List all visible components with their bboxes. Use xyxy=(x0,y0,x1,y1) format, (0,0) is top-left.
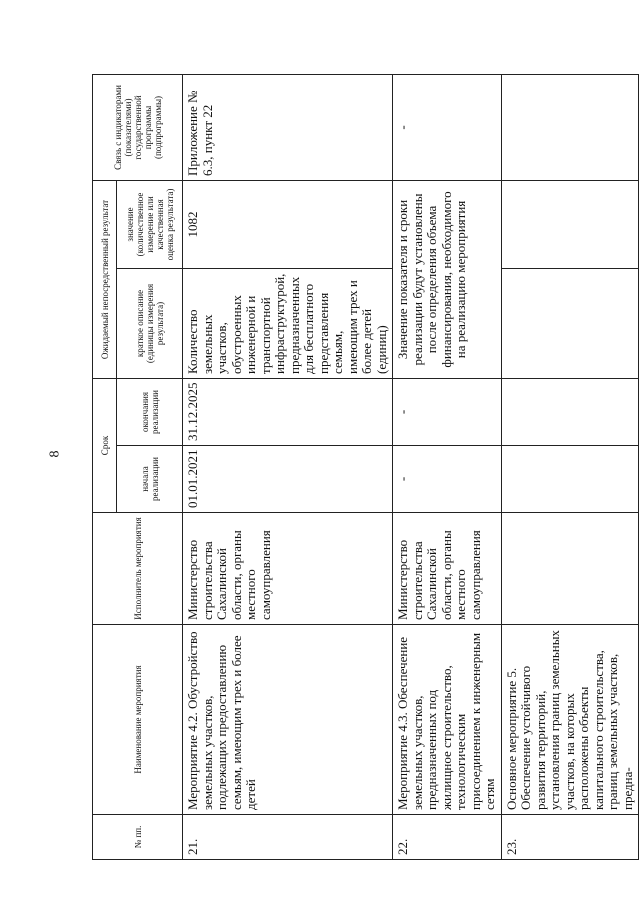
row-result-desc xyxy=(501,268,639,378)
row-executor: Министерство строительства Сахалинской области, органы местного самоуправления xyxy=(183,513,393,625)
row-name: Мероприятие 4.2. Обустройство земельных участков, подлежащих предоставлению семьям, имеющим трех и более детей xyxy=(183,625,393,815)
row-number: 22. xyxy=(393,815,502,860)
table-row xyxy=(183,74,393,859)
row-result-merged: Значение показателя и сроки реализации будут установлены после определения объема финансирования, необходимого на реализацию мероприятия xyxy=(393,180,502,378)
rotated-page xyxy=(92,75,635,860)
header-link: Связь с индикаторами (показателями) государственной программы (подпрограммы) xyxy=(93,74,183,180)
header-term-end: окончания реализации xyxy=(117,378,183,445)
row-end: - xyxy=(393,378,502,445)
row-executor: Министерство строительства Сахалинской области, органы местного самоуправления xyxy=(393,513,502,625)
header-no: № пп. xyxy=(93,815,183,860)
row-link: - xyxy=(393,74,502,180)
header-name: Наименование мероприятия xyxy=(93,625,183,815)
row-link xyxy=(501,74,639,180)
header-term-start: начала реализации xyxy=(117,446,183,513)
header-result-value: значение (количественное измерение или качественная оценка результата) xyxy=(117,180,183,268)
row-result-value: 1082 xyxy=(183,180,393,268)
row-end: 31.12.2025 xyxy=(183,378,393,445)
row-name: Основное мероприятие 5. Обеспечение устойчивого развития территорий, установления границ земельных участков, на которых расположены объекты капитального строительства, границ земельных участков, предна- xyxy=(501,625,639,815)
header-executor: Исполнитель мероприятия xyxy=(93,513,183,625)
table-row xyxy=(501,74,639,859)
row-number: 21. xyxy=(183,815,393,860)
row-number: 23. xyxy=(501,815,639,860)
header-term: Срок xyxy=(93,378,117,512)
table-row xyxy=(393,74,502,859)
row-start: - xyxy=(393,446,502,513)
row-end xyxy=(501,378,639,445)
row-link: Приложение № 6.3, пункт 22 xyxy=(183,74,393,180)
header-result-desc: краткое описание (единицы измерения результата) xyxy=(117,268,183,378)
header-result: Ожидаемый непосредственный результат xyxy=(93,180,117,378)
row-executor xyxy=(501,513,639,625)
row-result-value xyxy=(501,180,639,268)
page-number: 8 xyxy=(47,450,63,458)
row-name: Мероприятие 4.3. Обеспечение земельных участков, предназначенных под жилищное строительство, технологическим присоединением к инженерным сетям xyxy=(393,625,502,815)
row-start: 01.01.2021 xyxy=(183,446,393,513)
row-result-desc: Количество земельных участков, обустроенных инженерной и транспортной инфраструктурой, предназначенных для бесплатного представления семьям, имеющим трех и более детей (единиц) xyxy=(183,268,393,378)
measures-table xyxy=(92,74,639,860)
row-start xyxy=(501,446,639,513)
